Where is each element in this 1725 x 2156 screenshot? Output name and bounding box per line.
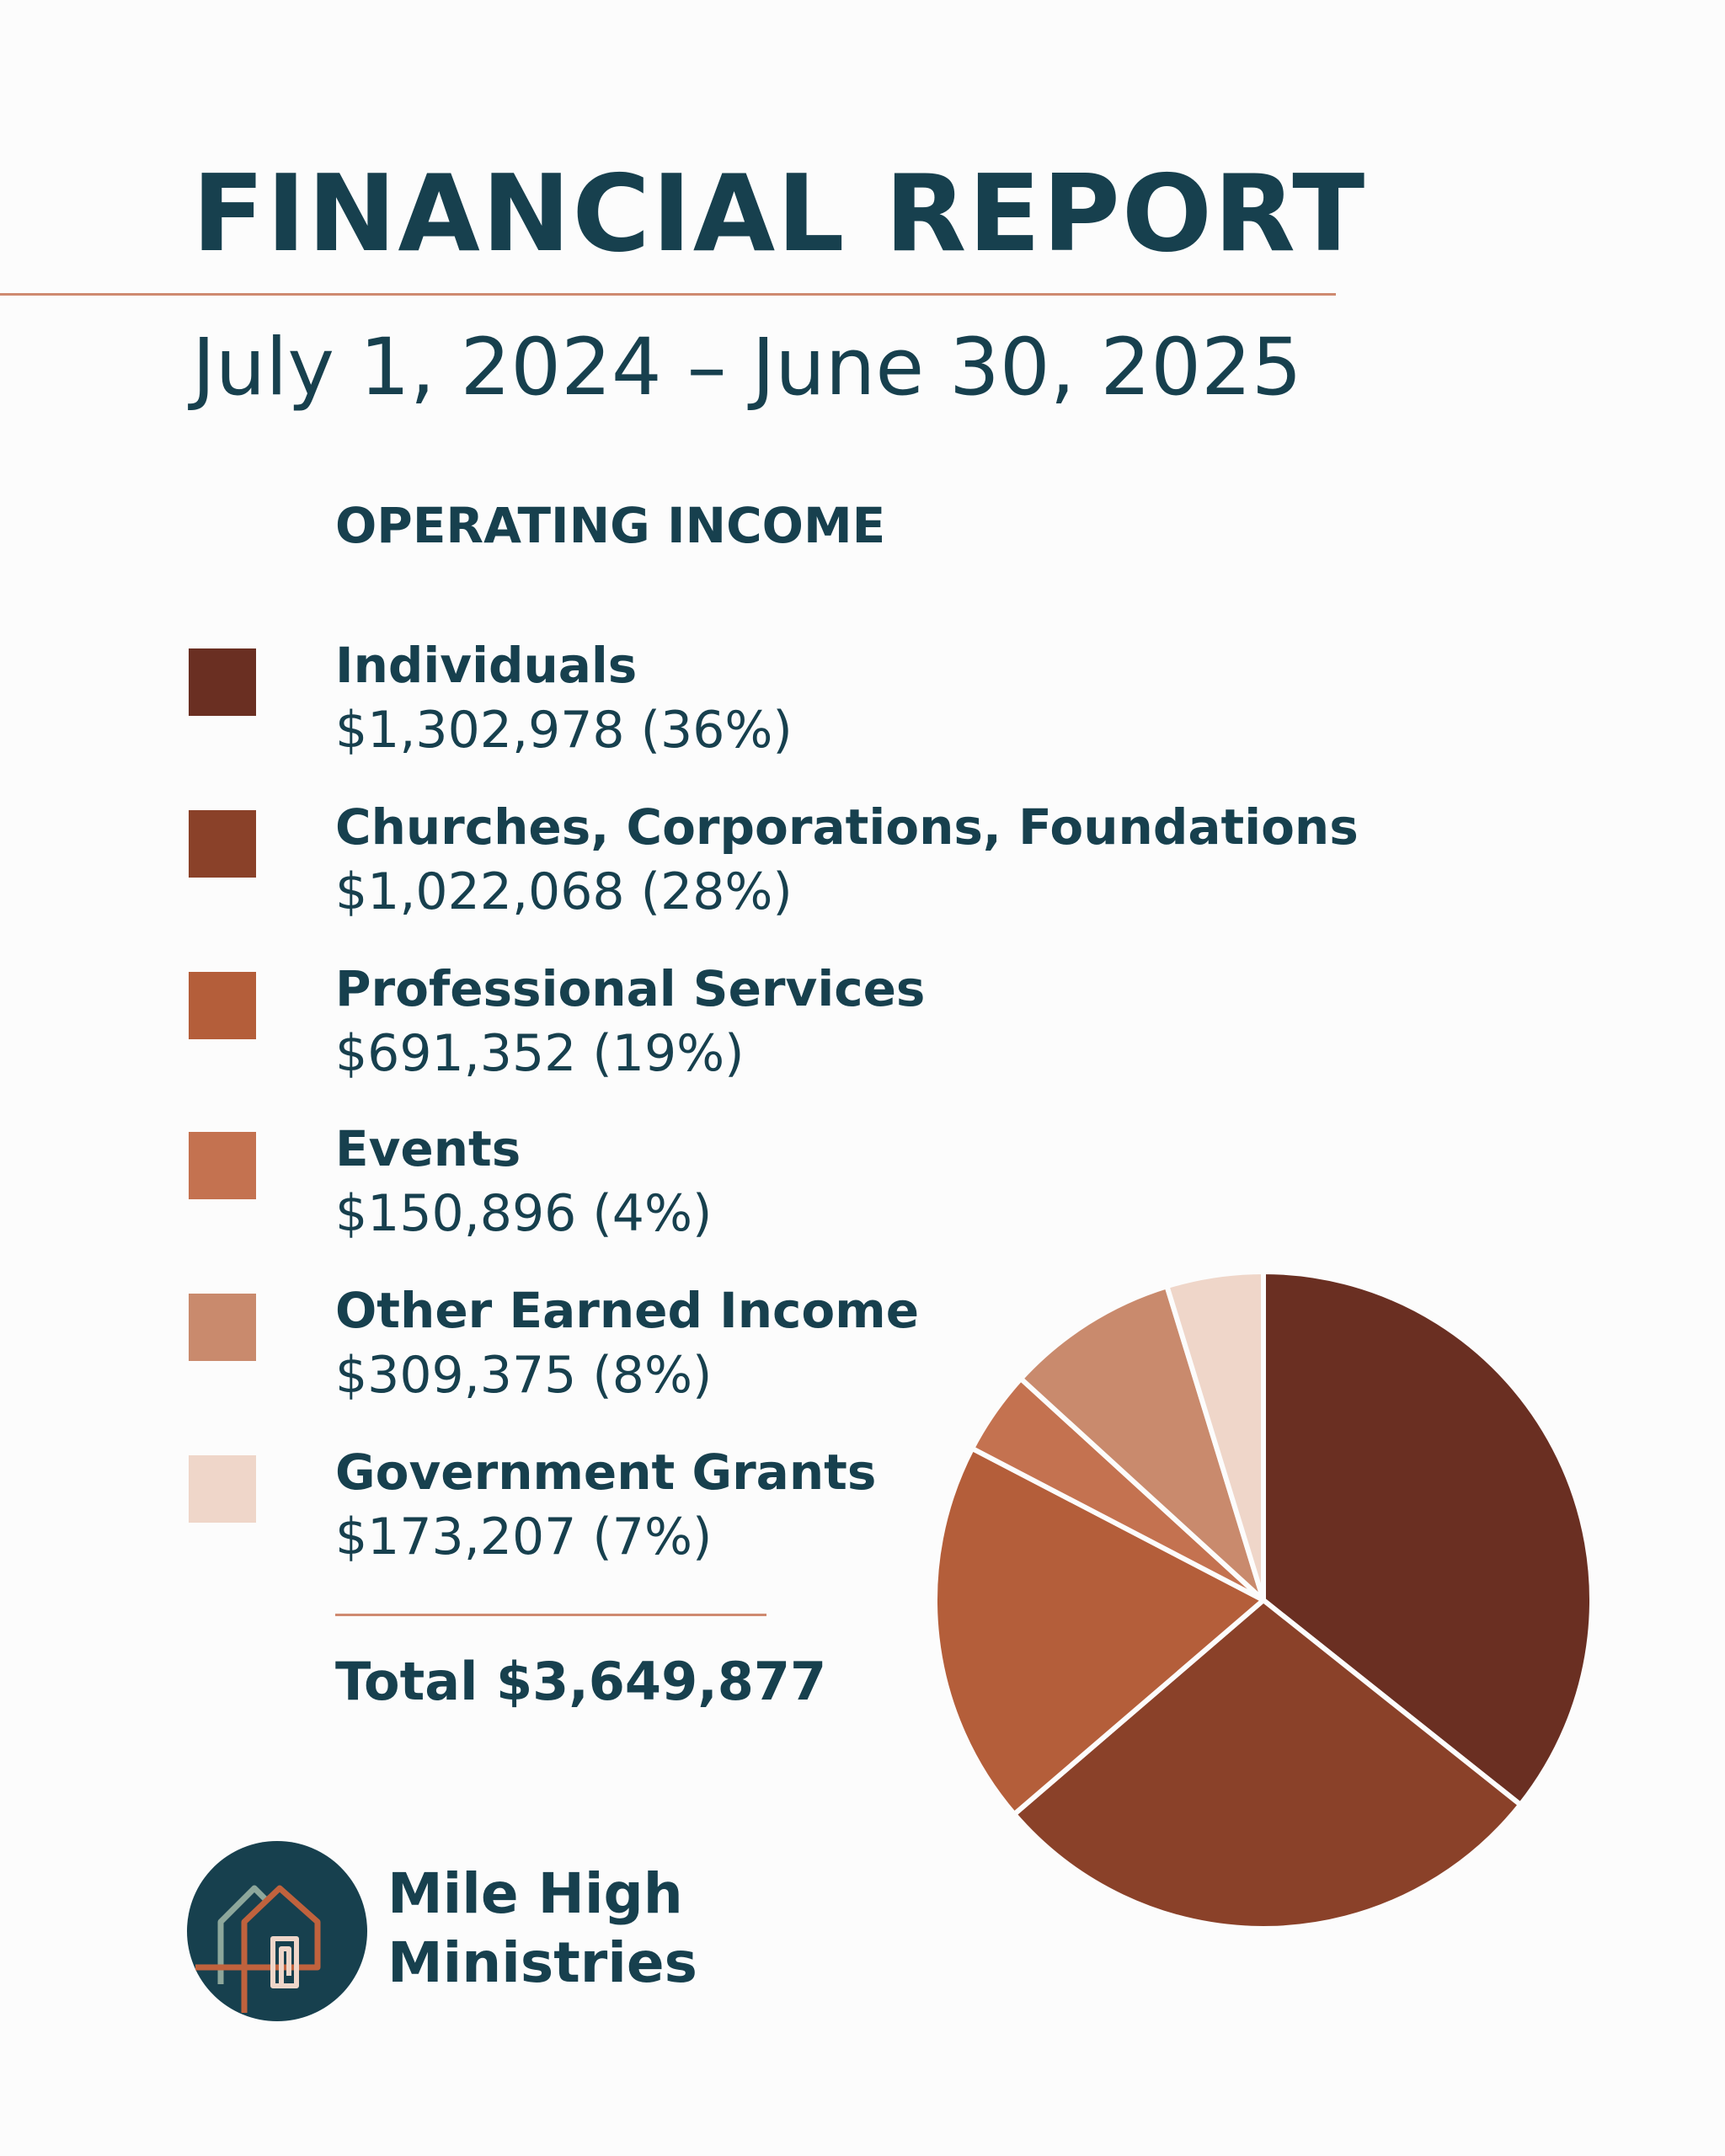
legend-label: Individuals [335,637,638,694]
legend-label: Events [335,1120,521,1177]
legend-item-professional-services [0,960,1348,1112]
legend-swatch [189,648,256,716]
section-heading: OPERATING INCOME [335,497,886,554]
logo-circle [187,1841,367,2021]
legend-item-churches [0,798,1359,950]
legend-item-events [0,1120,1348,1272]
legend-swatch [189,1294,256,1361]
income-pie-chart [927,1263,1600,1937]
legend-swatch [189,810,256,878]
legend-label: Professional Services [335,960,926,1017]
legend-value: $691,352 (19%) [335,1024,745,1083]
total-income: Total $3,649,877 [335,1651,827,1712]
title-divider [0,293,1336,296]
report-period: July 1, 2024 – June 30, 2025 [192,322,1302,414]
legend-value: $1,302,978 (36%) [335,701,793,760]
legend-label: Other Earned Income [335,1282,920,1339]
legend-value: $150,896 (4%) [335,1184,713,1243]
legend-label: Government Grants [335,1444,877,1501]
organization-name [387,1860,697,1998]
legend-swatch [189,1132,256,1199]
legend-item-individuals [0,637,1348,788]
legend-value: $1,022,068 (28%) [335,862,793,921]
report-title: FINANCIAL REPORT [192,152,1367,275]
ministry-logo [187,1841,367,2021]
legend-label: Churches, Corporations, Foundations [335,798,1359,856]
total-divider [335,1614,766,1616]
legend-value: $173,207 (7%) [335,1508,713,1566]
legend-swatch [189,1455,256,1523]
legend-value: $309,375 (8%) [335,1346,713,1405]
legend-swatch [189,972,256,1039]
organization-name-line1: Mile High [387,1861,683,1926]
organization-name-line2: Ministries [387,1930,697,1995]
